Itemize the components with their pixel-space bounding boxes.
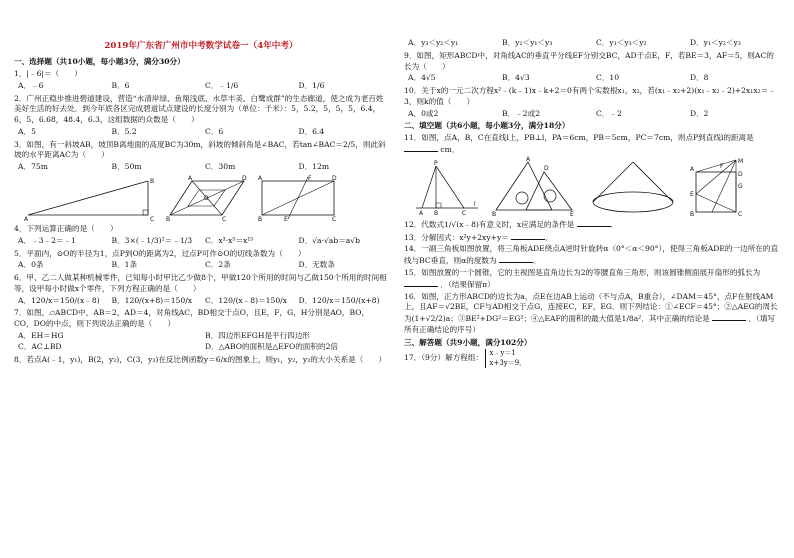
section-fill-heading: 二、填空题（共6小题，每小题3分，满分18分） (404, 121, 570, 131)
label-c: C (222, 216, 227, 224)
option-d[interactable]: D．无数条 (298, 260, 335, 270)
option-b[interactable]: B．3×(﹣1/3)²＝﹣1/3 (111, 235, 193, 245)
question-5: 5．平面内，⊙O的半径为1，点P到O的距离为2，过点P可作⊙O的切线条数为（ ） (14, 248, 306, 258)
label-e: E (570, 210, 574, 218)
cone-figure (588, 158, 678, 216)
question-7-options (14, 331, 388, 353)
option-a[interactable]: A．﹣3﹣2＝﹣1 (18, 235, 76, 245)
label-e: E (690, 190, 694, 198)
option-a[interactable]: A．EH＝HG (18, 331, 64, 341)
label-d: D (242, 175, 247, 183)
option-c[interactable]: C．10 (596, 73, 620, 83)
option-d[interactable]: D．8 (690, 73, 709, 83)
option-a[interactable]: A．4√5 (408, 73, 436, 83)
option-a[interactable]: A．y₃＜y₂＜y₁ (408, 38, 459, 47)
equation-system (485, 349, 526, 367)
question-13: 13．分解因式：x²y+2xy+y＝ ． (404, 232, 553, 242)
left-column (14, 0, 388, 366)
option-a[interactable]: A．5 (18, 126, 36, 136)
answer-blank[interactable] (511, 232, 545, 240)
question-9: 9．如图，矩形ABCD中，对角线AC的垂直平分线EF分别交BC，AD于点E，F，若BE＝3，AF＝5，则AC的长为（ ） (404, 50, 774, 71)
option-d[interactable]: D．2 (690, 108, 709, 118)
equation-1: x﹣y＝1 (489, 349, 516, 358)
option-c[interactable]: C．2条 (205, 260, 231, 270)
label-c: C (150, 216, 155, 224)
option-c[interactable]: C．x³·x⁵＝x¹⁵ (205, 235, 254, 245)
question-15-note: ．（结果保留π） (440, 279, 495, 289)
answer-blank[interactable] (712, 313, 746, 321)
option-c[interactable]: C．AC⊥BD (18, 341, 62, 351)
question-3-options (14, 162, 388, 173)
label-a: A (188, 175, 193, 183)
label-a: A (419, 209, 424, 217)
option-d[interactable]: D．y₁＜y₂＜y₃ (690, 38, 741, 47)
label-f: F (308, 175, 312, 183)
option-a[interactable]: A．﹣6 (18, 80, 44, 90)
answer-blank[interactable] (404, 144, 438, 152)
answer-blank[interactable] (577, 219, 611, 227)
label-b: B (690, 210, 695, 218)
option-a[interactable]: A．120/x＝150/(x﹣8) (18, 295, 100, 305)
exam-title: 2019年广东省广州市中考数学试卷一（4年中考） (104, 41, 298, 51)
left-figures-row (24, 175, 388, 224)
label-f: F (720, 162, 724, 170)
section-solve-heading: 三、解答题（共9小题，满分102分） (404, 337, 532, 347)
question-14-text: 14．一副三角板如图放置，将三角板ADE绕点A逆时针旋转α（0°＜α＜90°），使得三角板ADE的一边所在的直线与BC垂直，则α的度数为 (404, 244, 779, 266)
label-a: A (690, 165, 695, 173)
label-c: C (332, 216, 337, 224)
square-figure (690, 158, 748, 216)
question-13-text: 13．分解因式：x²y+2xy+y＝ (404, 232, 509, 242)
question-10-options (404, 109, 780, 120)
question-7: 7．如图，▱ABCD中，AB＝2，AD＝4，对角线AC，BD相交于点O，且E，F，G，H分别是AO，BO，CO，DO的中点，则下列说法正确的是（ ） (14, 308, 370, 329)
option-a[interactable]: A．0条 (18, 260, 44, 270)
label-g: G (738, 182, 743, 190)
question-4-options (14, 236, 388, 247)
question-15 (404, 268, 780, 291)
option-c[interactable]: C．y₁＜y₃＜y₂ (596, 38, 647, 47)
option-b[interactable]: B．﹣2或2 (502, 108, 541, 118)
label-a: A (24, 216, 29, 224)
label-b: B (492, 210, 497, 218)
parallelogram-figure (166, 175, 247, 224)
question-8-options (404, 38, 780, 49)
question-8: 8．若点A(﹣1，y₁)，B(2，y₂)，C(3，y₃)在反比例函数y＝6/x的图象上，则y₁，y₂，y₃的大小关系是（ ） (14, 354, 387, 364)
label-b: B (258, 216, 263, 224)
question-17 (404, 349, 780, 367)
rectangle-figure (258, 175, 338, 224)
option-b[interactable]: B．50m (111, 162, 142, 172)
label-c: C (738, 210, 743, 218)
label-b: B (150, 178, 155, 186)
question-6: 6．甲、乙二人做某种机械零件，已知每小时甲比乙少做8个，甲做120个所用的时间与乙做150个所用的时间相等，设甲每小时做x个零件，下列方程正确的是（ ） (14, 273, 387, 293)
answer-blank[interactable] (404, 279, 438, 287)
question-11-unit: cm． (440, 145, 460, 155)
label-c: C (462, 209, 467, 217)
option-c[interactable]: C．﹣1/6 (205, 80, 239, 90)
option-d[interactable]: D．△ABO的面积是△EFO的面积的2倍 (205, 341, 339, 351)
label-p: P (434, 159, 438, 167)
question-14: 14．一副三角板如图放置，将三角板ADE绕点A逆时针旋转α（0°＜α＜90°），使得三角板ADE的一边所在的直线与BC垂直，则α的度数为 ． (404, 244, 779, 266)
triangle-set-figure (492, 155, 576, 218)
question-2: 2．广州正稳步推进碧道建设，营造“水清岸绿、鱼翔浅底、水草丰美、白鹭成群”的生态廊道，使之成为老百姓美好生活的好去处．到今年底各区完成碧道试点建设的长度分别为（单位：千米）：5，5.2，5，5，5，6.4，6，5，6.68，48.4，6.3，这组数据的众数是（ ） (14, 93, 384, 125)
label-a: A (258, 175, 263, 183)
question-16 (404, 292, 780, 336)
label-d: D (738, 170, 743, 178)
option-c[interactable]: C．6 (205, 126, 224, 136)
option-d[interactable]: D．√a·√ab＝a√b (298, 235, 361, 245)
option-b[interactable]: B．120/(x+8)＝150/x (111, 295, 193, 305)
option-c[interactable]: C．120/(x﹣8)＝150/x (205, 295, 288, 305)
label-d: D (544, 164, 549, 172)
point-line-figure (414, 158, 480, 216)
right-column (404, 0, 780, 369)
question-17-text: 17．（9分）解方程组： (404, 353, 484, 363)
question-12: 12．代数式1/√(x﹣8)有意义时，x应满足的条件是 ． (404, 219, 619, 229)
label-d: D (332, 175, 337, 183)
option-b[interactable]: B．5.2 (111, 126, 137, 136)
question-12-text: 12．代数式1/√(x﹣8)有意义时，x应满足的条件是 (404, 219, 575, 229)
question-9-options (404, 73, 780, 84)
question-15-text: 15．如图放置的一个圆锥，它的主视图是直角边长为2的等腰直角三角形，则该圆锥侧面展开扇形的弧长为 (404, 267, 761, 277)
label-m: M (738, 157, 744, 165)
option-d[interactable]: D．1/6 (298, 80, 325, 90)
question-16-text: 16．如图，正方形ABCD的边长为a，点E在边AB上运动（不与点A，B重合），∠DAM＝45°，点F在射线AM上，且AF＝√2BE，CF与AD相交于点G，连接EC，EF，EG．则下列结论：①∠ECF＝45°；②△AEG的周长为(1+√2/2)a；③BE²+DG²＝EG²；④△EAF的面积的最大值是1/8a²．其中正确的结论是 (404, 291, 778, 324)
label-a: A (526, 155, 531, 163)
equation-2: x+3y＝9． (489, 358, 527, 367)
option-b[interactable]: B．y₂＜y₁＜y₃ (502, 38, 553, 47)
question-2-options (14, 127, 388, 138)
option-b[interactable]: B．四边形EFGH是平行四边形 (205, 331, 311, 341)
section-choice-heading: 一、选择题（共10小题，每小题3分，满分30分） (14, 57, 185, 67)
question-3: 3．如图，有一斜坡AB，坡顶B离地面的高度BC为30m，斜坡的倾斜角是∠BAC，若tan∠BAC＝2/5，则此斜坡的水平距离AC为（ ） (14, 139, 386, 160)
label-b: B (166, 216, 171, 224)
option-d[interactable]: D．12m (298, 162, 330, 172)
answer-blank[interactable] (499, 255, 533, 263)
question-1: 1．|﹣6|＝（ ） (14, 68, 82, 78)
label-o: O (204, 195, 209, 203)
option-b[interactable]: B．1条 (111, 260, 138, 270)
option-a[interactable]: A．0或2 (408, 108, 439, 118)
label-e: E (284, 216, 288, 224)
question-5-options (14, 260, 388, 271)
label-b: B (434, 209, 439, 217)
label-l: l (474, 200, 476, 208)
slope-figure (24, 175, 155, 224)
question-16-note: ．（填写所有正确结论的序号） (404, 314, 776, 334)
option-b[interactable]: B．4√3 (502, 73, 530, 83)
option-c[interactable]: C．30m (205, 162, 236, 172)
question-11-text: 11．如图，点A，B，C在直线l上，PB⊥l，PA＝6cm，PB＝5cm，PC＝7cm，则点P到直线l的距离是 (404, 133, 754, 143)
option-a[interactable]: A．75m (18, 162, 48, 172)
question-4: 4．下列运算正确的是（ ） (14, 224, 118, 234)
question-11 (404, 133, 780, 156)
question-6-options (14, 296, 388, 307)
option-b[interactable]: B．6 (111, 80, 130, 90)
question-10: 10．关于x的一元二次方程x²﹣(k﹣1)x﹣k+2＝0有两个实数根x₁，x₂，若(x₁﹣x₂+2)(x₁﹣x₂﹣2)+2x₁x₂＝﹣3，则k的值（ ） (404, 86, 776, 106)
option-d[interactable]: D．120/x＝150/(x+8) (298, 295, 380, 305)
option-c[interactable]: C．﹣2 (596, 108, 622, 118)
question-1-options (14, 81, 388, 92)
right-figures-row (414, 155, 780, 218)
option-d[interactable]: D．6.4 (298, 126, 325, 136)
